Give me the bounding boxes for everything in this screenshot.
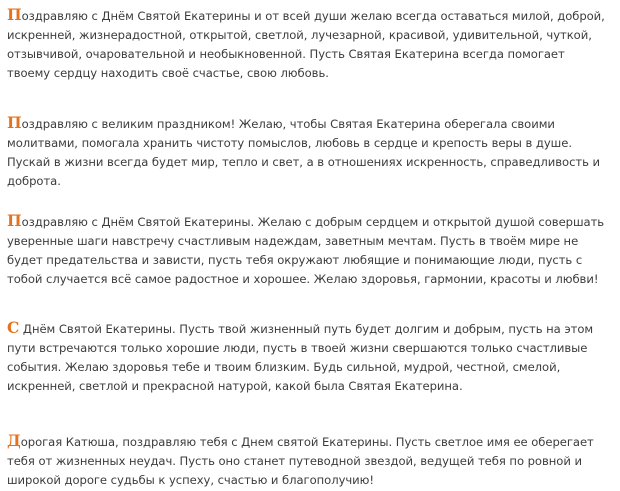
greeting-paragraph (7, 318, 611, 396)
greeting-text: орогая Катюша, поздравляю тебя с Днем святой Екатерины. Пусть светлое имя ее оберегает тебя от жизненных неудач. Пусть оно станет путеводной звездой, ведущей тебя по ровной и широкой дороге судьбы к успеху, счастью и благополучию! (7, 435, 594, 487)
drop-cap-initial: Д (7, 431, 21, 450)
greeting-text: оздравляю с Днём Святой Екатерины и от всей души желаю всегда оставаться милой, доброй, искренней, жизнерадостной, открытой, светлой, лучезарной, красивой, удивительной, чуткой, отзывчивой, очаровательной и необыкновенной. Пусть Святая Екатерина всегда помогает твоему сердцу находить своё счастье, свою любовь. (7, 9, 605, 80)
greeting-text: оздравляю с великим праздником! Желаю, чтобы Святая Екатерина оберегала своими молитвами, помогала хранить чистоту помыслов, любовь в сердце и крепость веры в душе. Пускай в жизни всегда будет мир, тепло и свет, а в отношениях искренность, справедливость и доброта. (7, 117, 601, 188)
drop-cap-initial: П (7, 5, 22, 24)
greeting-paragraph (7, 431, 611, 490)
drop-cap-initial: С (7, 318, 20, 337)
greeting-paragraph (7, 113, 611, 191)
drop-cap-initial: П (7, 211, 22, 230)
greeting-text: Днём Святой Екатерины. Пусть твой жизненный путь будет долгим и добрым, пусть на этом пути встречаются только хорошие люди, пусть в твоей жизни свершаются только счастливые события. Желаю здоровья тебе и твоим близким. Будь сильной, мудрой, честной, смелой, искренней, светлой и прекрасной натурой, какой была Святая Екатерина. (7, 322, 594, 393)
greeting-paragraph (7, 211, 611, 289)
drop-cap-initial: П (7, 113, 22, 132)
greeting-text: оздравляю с Днём Святой Екатерины. Желаю с добрым сердцем и открытой душой совершать уверенные шаги навстречу счастливым надеждам, заветным мечтам. Пусть в твоём мире не будет предательства и зависти, пусть тебя окружают любящие и понимающие люди, пусть с тобой случается всё самое радостное и хорошее. Желаю здоровья, гармонии, красоты и любви! (7, 215, 605, 286)
greeting-paragraph (7, 5, 611, 83)
